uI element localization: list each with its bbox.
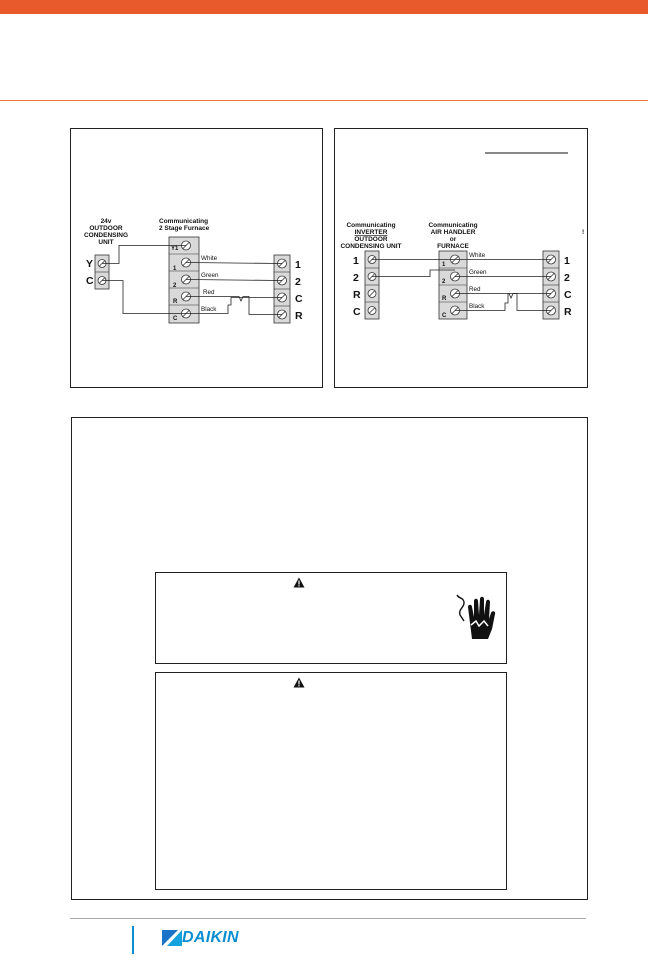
wiring-diagram-air-handler	[334, 128, 588, 388]
handler-terminal-label: C	[442, 313, 447, 319]
outdoor-terminal-label: C	[86, 275, 94, 287]
thermostat-terminal-label: R	[295, 310, 303, 322]
outdoor-terminal-label: 2	[353, 272, 359, 284]
outdoor-title-line: OUTDOOR	[89, 225, 123, 232]
handler-title-line: FURNACE	[437, 243, 469, 250]
footer-page-marker	[132, 926, 134, 954]
warning-triangle-icon	[293, 577, 305, 588]
warning-triangle-icon	[293, 677, 305, 688]
outdoor-terminal-block	[365, 251, 379, 319]
furnace-terminal-label: R	[173, 299, 178, 305]
thermostat-terminal-label: 2	[564, 272, 570, 284]
outdoor-terminal-label: R	[353, 289, 361, 301]
wire-label: Green	[469, 269, 487, 276]
wire-label: Red	[203, 289, 215, 296]
thermostat-terminal-label: 1	[564, 255, 570, 267]
electrical-shock-hand-icon	[454, 593, 498, 641]
wire-label: Red	[469, 286, 481, 293]
wiring-diagram-furnace	[70, 128, 323, 388]
furnace-terminal-label: 1	[173, 266, 177, 272]
thermostat-terminal-label: 2	[295, 276, 301, 288]
furnace-terminal-label: Y1	[171, 246, 179, 252]
top-color-bar	[0, 0, 648, 14]
furnace-title-line: Communicating	[159, 218, 209, 225]
wire-label: Black	[469, 303, 485, 310]
thermostat-terminal-label: C	[564, 289, 572, 301]
handler-title-line: AIR HANDLER	[430, 229, 476, 236]
wire-label: Black	[201, 306, 217, 313]
thermostat-terminal-block	[543, 251, 559, 319]
thermostat-terminal-block	[274, 255, 290, 323]
outdoor-title-line: CONDENSING UNIT	[340, 243, 402, 250]
outdoor-terminal-block	[95, 255, 109, 289]
outdoor-terminal-label: Y	[86, 258, 94, 270]
outdoor-title-line: 24v	[100, 218, 112, 225]
thermostat-terminal-label: 1	[295, 259, 301, 271]
wire-label: White	[469, 252, 486, 259]
handler-terminal-label: 1	[442, 262, 446, 268]
warning-box-general	[155, 672, 507, 890]
warning-box-electrical	[155, 572, 507, 664]
wire-label: Green	[201, 272, 219, 279]
furnace-terminal-label: C	[173, 316, 178, 322]
daikin-logo	[162, 928, 262, 950]
furnace-title-line: 2 Stage Furnace	[159, 225, 210, 232]
outdoor-terminal-label: C	[353, 306, 361, 318]
outdoor-terminal-label: 1	[353, 255, 359, 267]
outdoor-title-line: Communicating	[346, 222, 396, 229]
handler-terminal-label: R	[442, 296, 447, 302]
handler-title-line: or	[449, 236, 457, 243]
logo-wordmark: DAIKIN	[182, 929, 239, 946]
wire-label: White	[201, 255, 218, 262]
edge-mark: !	[582, 229, 585, 236]
daikin-logo-icon	[162, 928, 182, 948]
thermostat-terminal-label: C	[295, 293, 303, 305]
handler-title-line: Communicating	[428, 222, 478, 229]
furnace-terminal-label: 2	[173, 283, 177, 289]
header-rule	[0, 100, 648, 101]
footer-rule	[70, 918, 586, 919]
handler-terminal-label: 2	[442, 279, 446, 285]
outdoor-title-line: OUTDOOR	[354, 236, 388, 243]
outdoor-title-line: CONDENSING	[83, 232, 129, 239]
outdoor-title-line: INVERTER	[354, 229, 388, 236]
thermostat-terminal-label: R	[564, 306, 572, 318]
outdoor-title-line: UNIT	[98, 239, 114, 246]
